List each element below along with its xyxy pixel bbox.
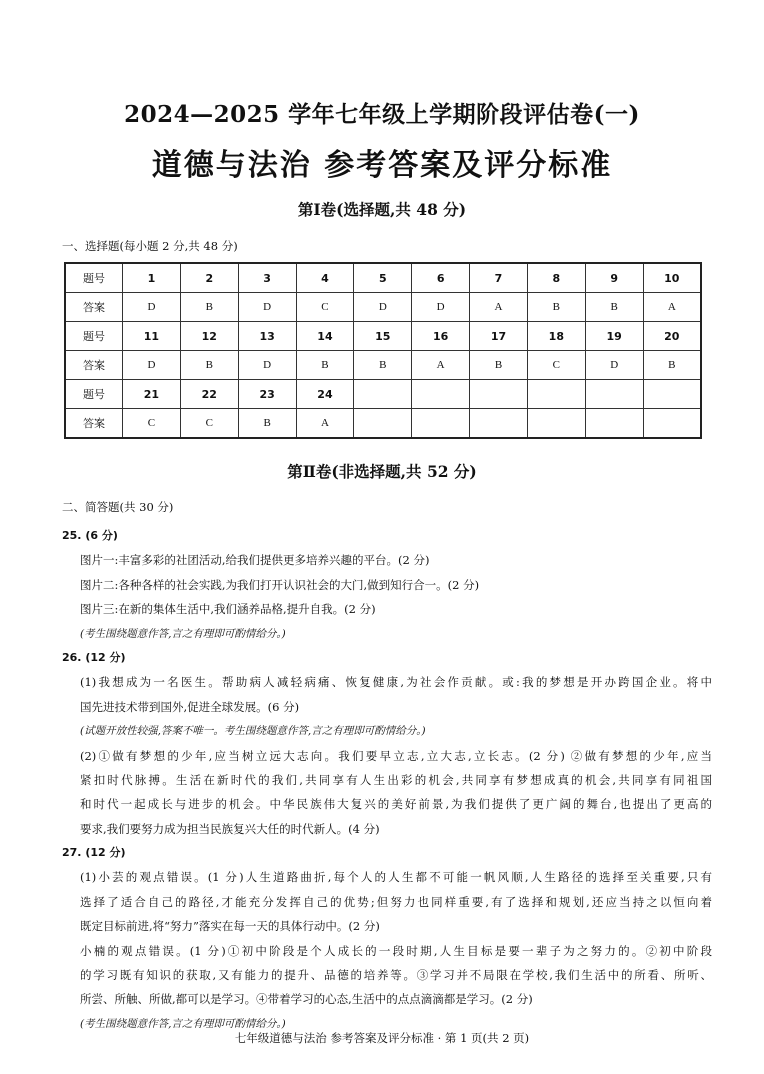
answer-line: 和时代一起成长与进步的机会。中华民族伟大复兴的美好前景,为我们提供了更广阔的舞台,也提出了更高的 bbox=[80, 797, 712, 812]
answer-cell: D bbox=[585, 351, 643, 380]
answer-cell: B bbox=[470, 351, 528, 380]
part2-title: 第Ⅱ卷(非选择题,共 52 分) bbox=[287, 462, 477, 481]
answer-cell: A bbox=[296, 409, 354, 439]
table-row-answers bbox=[65, 293, 701, 322]
question-number-cell: 14 bbox=[296, 322, 354, 351]
row-label: 答案 bbox=[65, 351, 123, 380]
answer-line: 国先进技术带到国外,促进全球发展。(6 分) bbox=[80, 699, 300, 714]
exam-title: 2024—2025 学年七年级上学期阶段评估卷(一) bbox=[124, 101, 640, 128]
question-number-cell bbox=[354, 380, 412, 409]
question-number-cell: 2 bbox=[180, 263, 238, 293]
question-number-cell: 23 bbox=[238, 380, 296, 409]
question-number-cell: 7 bbox=[470, 263, 528, 293]
question-number-cell: 24 bbox=[296, 380, 354, 409]
answer-cell: A bbox=[412, 351, 470, 380]
answer-cell: B bbox=[585, 293, 643, 322]
answer-cell: A bbox=[643, 293, 701, 322]
table-row-numbers bbox=[65, 263, 701, 293]
answer-cell bbox=[643, 409, 701, 439]
answer-cell: B bbox=[527, 293, 585, 322]
answer-line: 的学习既有知识的获取,又有能力的提升、品德的培养等。③学习并不局限在学校,我们生活中的所看、所听、 bbox=[80, 968, 712, 983]
question-number-cell: 5 bbox=[354, 263, 412, 293]
question-number-cell bbox=[643, 380, 701, 409]
question-number-cell: 4 bbox=[296, 263, 354, 293]
answer-cell bbox=[527, 409, 585, 439]
answer-line: 紧扣时代脉搏。生活在新时代的我们,共同享有人生出彩的机会,共同享有梦想成真的机会,共同享有同祖国 bbox=[80, 772, 712, 787]
question-number-cell: 19 bbox=[585, 322, 643, 351]
question-number-cell: 10 bbox=[643, 263, 701, 293]
answer-line: (1)小芸的观点错误。(1 分)人生道路曲折,每个人的人生都不可能一帆风顺,人生路径的选择至关重要,只有 bbox=[80, 870, 712, 885]
question-number-cell bbox=[470, 380, 528, 409]
answer-line: 选择了适合自己的路径,才能充分发挥自己的优势;但努力也同样重要,有了选择和规划,还应当持之以恒向着 bbox=[80, 894, 712, 909]
row-label: 题号 bbox=[65, 322, 123, 351]
answer-cell: B bbox=[296, 351, 354, 380]
question-number-cell: 8 bbox=[527, 263, 585, 293]
answer-cell: D bbox=[123, 293, 181, 322]
answer-line: 图片二:各种各样的社会实践,为我们打开认识社会的大门,做到知行合一。(2 分) bbox=[80, 577, 480, 592]
answer-cell bbox=[354, 409, 412, 439]
question-number-cell: 21 bbox=[123, 380, 181, 409]
answer-cell: D bbox=[354, 293, 412, 322]
subject-title: 道德与法治 参考答案及评分标准 bbox=[151, 148, 613, 183]
answer-cell: B bbox=[354, 351, 412, 380]
question-number-cell: 11 bbox=[123, 322, 181, 351]
answer-cell: C bbox=[123, 409, 181, 439]
table-row-answers bbox=[65, 409, 701, 439]
answer-cell bbox=[585, 409, 643, 439]
page-footer: 七年级道德与法治 参考答案及评分标准 · 第 1 页(共 2 页) bbox=[234, 1031, 530, 1045]
row-label: 题号 bbox=[65, 263, 123, 293]
row-label: 答案 bbox=[65, 409, 123, 439]
answer-cell: D bbox=[123, 351, 181, 380]
row-label: 答案 bbox=[65, 293, 123, 322]
question-number-cell: 18 bbox=[527, 322, 585, 351]
answer-cell: B bbox=[180, 351, 238, 380]
answer-cell: B bbox=[643, 351, 701, 380]
question-number-cell bbox=[585, 380, 643, 409]
answer-line: 要求,我们要努力成为担当民族复兴大任的时代新人。(4 分) bbox=[80, 821, 380, 836]
part1-title: 第Ⅰ卷(选择题,共 48 分) bbox=[297, 200, 467, 219]
answer-line: (1)我想成为一名医生。帮助病人减轻病痛、恢复健康,为社会作贡献。或:我的梦想是开办跨国企业。将中 bbox=[80, 675, 712, 690]
answer-table bbox=[64, 262, 702, 439]
answer-line: (考生围绕题意作答,言之有理即可酌情给分。) bbox=[80, 1017, 286, 1030]
short-answer-section-heading: 二、简答题(共 30 分) bbox=[62, 500, 174, 514]
question-number-cell bbox=[412, 380, 470, 409]
answer-line: (考生围绕题意作答,言之有理即可酌情给分。) bbox=[80, 627, 286, 640]
question-number-cell: 15 bbox=[354, 322, 412, 351]
question-number-cell: 20 bbox=[643, 322, 701, 351]
answer-cell: C bbox=[527, 351, 585, 380]
answer-cell bbox=[412, 409, 470, 439]
question-number-cell bbox=[527, 380, 585, 409]
answer-cell: C bbox=[180, 409, 238, 439]
question-heading: 25. (6 分) bbox=[62, 529, 118, 542]
question-heading: 26. (12 分) bbox=[62, 650, 126, 664]
answer-line: 所尝、所触、所做,都可以是学习。④带着学习的心态,生活中的点点滴滴都是学习。(2 分) bbox=[80, 992, 533, 1007]
answer-line: 图片三:在新的集体生活中,我们涵养品格,提升自我。(2 分) bbox=[80, 602, 376, 617]
choice-section-heading: 一、选择题(每小题 2 分,共 48 分) bbox=[62, 239, 238, 253]
question-number-cell: 17 bbox=[470, 322, 528, 351]
answer-line: (试题开放性较强,答案不唯一。考生围绕题意作答,言之有理即可酌情给分。) bbox=[80, 725, 426, 738]
answer-cell: A bbox=[470, 293, 528, 322]
question-number-cell: 1 bbox=[123, 263, 181, 293]
question-number-cell: 12 bbox=[180, 322, 238, 351]
answer-cell: D bbox=[238, 351, 296, 380]
question-number-cell: 22 bbox=[180, 380, 238, 409]
question-number-cell: 6 bbox=[412, 263, 470, 293]
answer-cell: D bbox=[412, 293, 470, 322]
answer-cell: D bbox=[238, 293, 296, 322]
table-row-answers bbox=[65, 351, 701, 380]
answer-text-block bbox=[62, 524, 712, 1036]
question-number-cell: 16 bbox=[412, 322, 470, 351]
question-number-cell: 3 bbox=[238, 263, 296, 293]
answer-line: 既定目标前进,将“努力”落实在每一天的具体行动中。(2 分) bbox=[80, 919, 380, 934]
answer-line: 小楠的观点错误。(1 分)①初中阶段是个人成长的一段时期,人生目标是要一辈子为之努力的。②初中阶段 bbox=[80, 943, 712, 958]
question-number-cell: 13 bbox=[238, 322, 296, 351]
table-row-numbers bbox=[65, 322, 701, 351]
table-row-numbers bbox=[65, 380, 701, 409]
answer-line: 图片一:丰富多彩的社团活动,给我们提供更多培养兴趣的平台。(2 分) bbox=[80, 553, 430, 568]
answer-cell: B bbox=[238, 409, 296, 439]
question-number-cell: 9 bbox=[585, 263, 643, 293]
question-heading: 27. (12 分) bbox=[62, 846, 126, 860]
answer-cell: C bbox=[296, 293, 354, 322]
row-label: 题号 bbox=[65, 380, 123, 409]
answer-line: (2)①做有梦想的少年,应当树立远大志向。我们要早立志,立大志,立长志。(2 分) ②做有梦想的少年,应当 bbox=[80, 748, 712, 763]
answer-cell bbox=[470, 409, 528, 439]
answer-cell: B bbox=[180, 293, 238, 322]
